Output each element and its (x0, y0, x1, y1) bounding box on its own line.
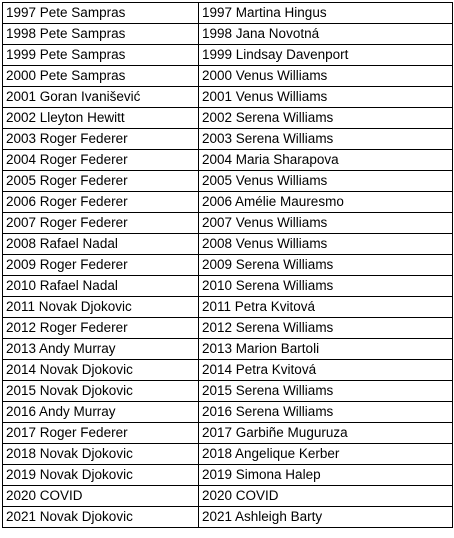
womens-champion-cell: 2020 COVID (199, 486, 453, 507)
table-row (3, 87, 453, 108)
womens-champion-cell: 2013 Marion Bartoli (199, 339, 453, 360)
womens-champion-cell: 2001 Venus Williams (199, 87, 453, 108)
womens-champion-cell: 2014 Petra Kvitová (199, 360, 453, 381)
table-row (3, 339, 453, 360)
womens-champion-cell: 2021 Ashleigh Barty (199, 507, 453, 528)
mens-champion-cell: 1997 Pete Sampras (3, 3, 199, 24)
womens-champion-cell: 2008 Venus Williams (199, 234, 453, 255)
womens-champion-cell: 2007 Venus Williams (199, 213, 453, 234)
mens-champion-cell: 2021 Novak Djokovic (3, 507, 199, 528)
table-row (3, 444, 453, 465)
womens-champion-cell: 2012 Serena Williams (199, 318, 453, 339)
womens-champion-cell: 2017 Garbiñe Muguruza (199, 423, 453, 444)
womens-champion-cell: 2006 Amélie Mauresmo (199, 192, 453, 213)
womens-champion-cell: 2016 Serena Williams (199, 402, 453, 423)
table-row (3, 129, 453, 150)
womens-champion-cell: 2000 Venus Williams (199, 66, 453, 87)
table-row (3, 318, 453, 339)
mens-champion-cell: 2015 Novak Djokovic (3, 381, 199, 402)
champions-table (2, 2, 453, 528)
table-row (3, 465, 453, 486)
mens-champion-cell: 2006 Roger Federer (3, 192, 199, 213)
womens-champion-cell: 2002 Serena Williams (199, 108, 453, 129)
mens-champion-cell: 2003 Roger Federer (3, 129, 199, 150)
womens-champion-cell: 2011 Petra Kvitová (199, 297, 453, 318)
womens-champion-cell: 2019 Simona Halep (199, 465, 453, 486)
mens-champion-cell: 2004 Roger Federer (3, 150, 199, 171)
mens-champion-cell: 2005 Roger Federer (3, 171, 199, 192)
mens-champion-cell: 2019 Novak Djokovic (3, 465, 199, 486)
table-row (3, 171, 453, 192)
table-row (3, 276, 453, 297)
table-row (3, 24, 453, 45)
mens-champion-cell: 2017 Roger Federer (3, 423, 199, 444)
mens-champion-cell: 2000 Pete Sampras (3, 66, 199, 87)
champions-table-body (3, 3, 453, 528)
table-row (3, 360, 453, 381)
mens-champion-cell: 2020 COVID (3, 486, 199, 507)
womens-champion-cell: 2018 Angelique Kerber (199, 444, 453, 465)
table-row (3, 213, 453, 234)
table-row (3, 3, 453, 24)
womens-champion-cell: 1998 Jana Novotná (199, 24, 453, 45)
table-row (3, 423, 453, 444)
mens-champion-cell: 2010 Rafael Nadal (3, 276, 199, 297)
mens-champion-cell: 2002 Lleyton Hewitt (3, 108, 199, 129)
table-row (3, 108, 453, 129)
mens-champion-cell: 2014 Novak Djokovic (3, 360, 199, 381)
mens-champion-cell: 2012 Roger Federer (3, 318, 199, 339)
womens-champion-cell: 2004 Maria Sharapova (199, 150, 453, 171)
table-row (3, 234, 453, 255)
mens-champion-cell: 1999 Pete Sampras (3, 45, 199, 66)
table-row (3, 192, 453, 213)
womens-champion-cell: 1997 Martina Hingus (199, 3, 453, 24)
mens-champion-cell: 2009 Roger Federer (3, 255, 199, 276)
womens-champion-cell: 2003 Serena Williams (199, 129, 453, 150)
table-row (3, 150, 453, 171)
table-row (3, 381, 453, 402)
table-row (3, 255, 453, 276)
womens-champion-cell: 2005 Venus Williams (199, 171, 453, 192)
womens-champion-cell: 2010 Serena Williams (199, 276, 453, 297)
mens-champion-cell: 2016 Andy Murray (3, 402, 199, 423)
table-row (3, 402, 453, 423)
table-row (3, 45, 453, 66)
mens-champion-cell: 2013 Andy Murray (3, 339, 199, 360)
mens-champion-cell: 2011 Novak Djokovic (3, 297, 199, 318)
mens-champion-cell: 1998 Pete Sampras (3, 24, 199, 45)
mens-champion-cell: 2018 Novak Djokovic (3, 444, 199, 465)
mens-champion-cell: 2007 Roger Federer (3, 213, 199, 234)
mens-champion-cell: 2008 Rafael Nadal (3, 234, 199, 255)
mens-champion-cell: 2001 Goran Ivanišević (3, 87, 199, 108)
table-row (3, 297, 453, 318)
womens-champion-cell: 2009 Serena Williams (199, 255, 453, 276)
table-row (3, 507, 453, 528)
table-row (3, 486, 453, 507)
womens-champion-cell: 1999 Lindsay Davenport (199, 45, 453, 66)
table-row (3, 66, 453, 87)
womens-champion-cell: 2015 Serena Williams (199, 381, 453, 402)
